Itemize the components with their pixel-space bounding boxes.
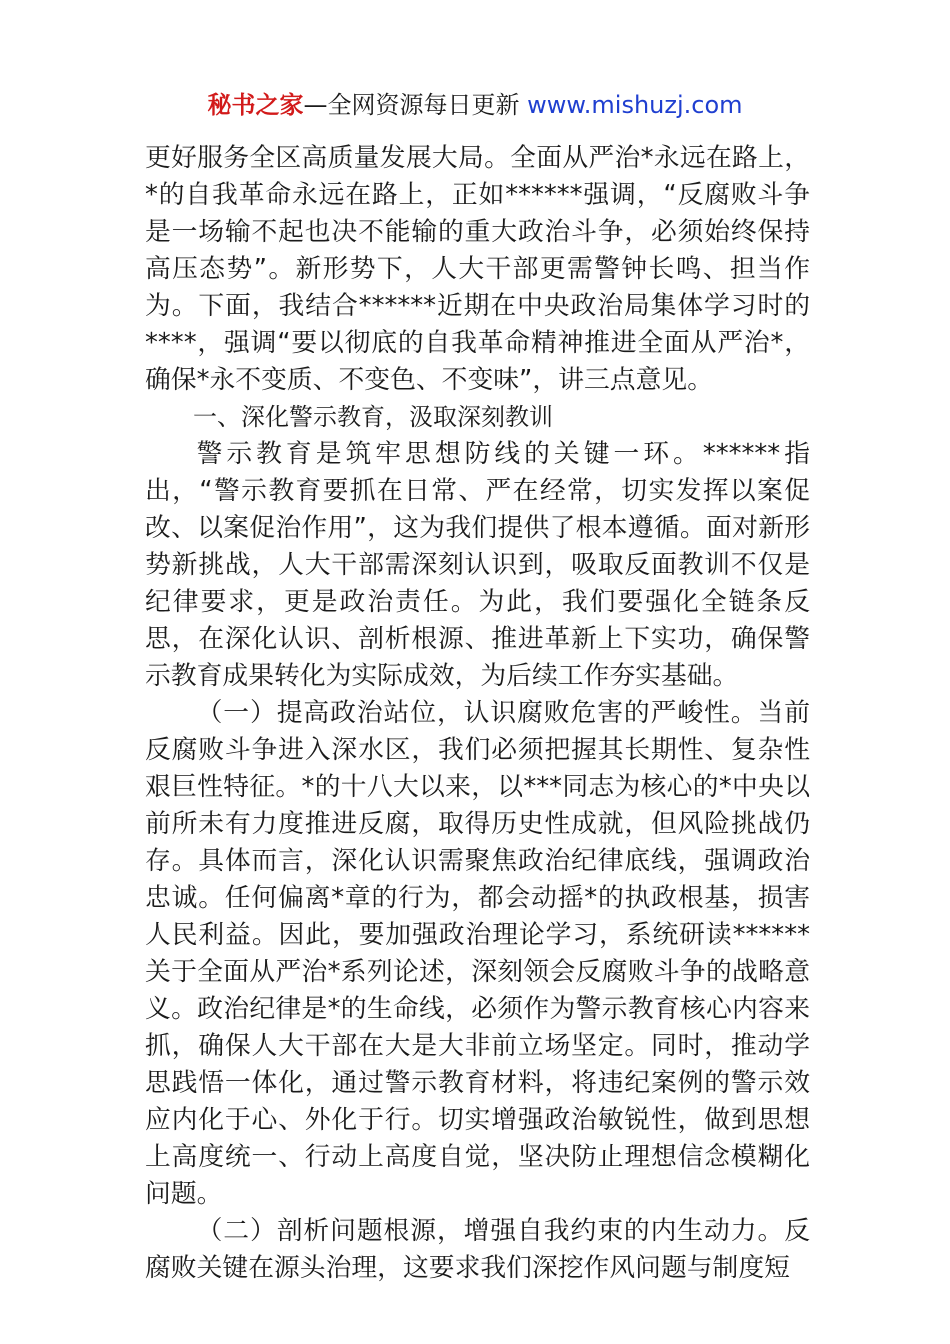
section-heading-1: 一、深化警示教育，汲取深刻教训 — [193, 403, 553, 431]
paragraph-warning-education: 警示教育是筑牢思想防线的关键一环。******指出，“警示教育要抓在日常、严在经常，切实发挥以案促改、以案促治作用”，这为我们提供了根本遵循。面对新形势新挑战，人大干部需深刻认识到，吸取反面教训不仅是纪律要求，更是政治责任。为此，我们要强化全链条反思，在深化认识、剖析根源、推进革新上下实功，确保警示教育成果转化为实际成效，为后续工作夯实基础。 — [145, 439, 810, 691]
paragraph-intro: 更好服务全区高质量发展大局。全面从严治*永远在路上，*的自我革命永远在路上，正如******强调，“反腐败斗争是一场输不起也决不能输的重大政治斗争，必须始终保持高压态势”。新形势下，人大干部更需警钟长鸣、担当作为。下面，我结合******近期在中央政治局集体学习时的****，强调“要以彻底的自我革命精神推进全面从严治*，确保*永不变质、不变色、不变味”，讲三点意见。 — [145, 143, 810, 395]
document-body — [145, 140, 810, 1287]
paragraph-root-causes: （二）剖析问题根源，增强自我约束的内生动力。反腐败关键在源头治理，这要求我们深挖作风问题与制度短 — [145, 1216, 810, 1283]
header-tagline: —全网资源每日更新 — [303, 91, 520, 119]
page-header — [0, 88, 950, 122]
paragraph-political-stance: （一）提高政治站位，认识腐败危害的严峻性。当前反腐败斗争进入深水区，我们必须把握其长期性、复杂性艰巨性特征。*的十八大以来，以***同志为核心的*中央以前所未有力度推进反腐，取得历史性成就，但风险挑战仍存。具体而言，深化认识需聚焦政治纪律底线，强调政治忠诚。任何偏离*章的行为，都会动摇*的执政根基，损害人民利益。因此，要加强政治理论学习，系统研读******关于全面从严治*系列论述，深刻领会反腐败斗争的战略意义。政治纪律是*的生命线，必须作为警示教育核心内容来抓，确保人大干部在大是大非前立场坚定。同时，推动学思践悟一体化，通过警示教育材料，将违纪案例的警示效应内化于心、外化于行。切实增强政治敏锐性，做到思想上高度统一、行动上高度自觉，坚决防止理想信念模糊化问题。 — [145, 698, 810, 1209]
header-site-link[interactable]: www.mishuzj.com — [527, 91, 743, 119]
header-brand: 秘书之家 — [207, 91, 304, 119]
